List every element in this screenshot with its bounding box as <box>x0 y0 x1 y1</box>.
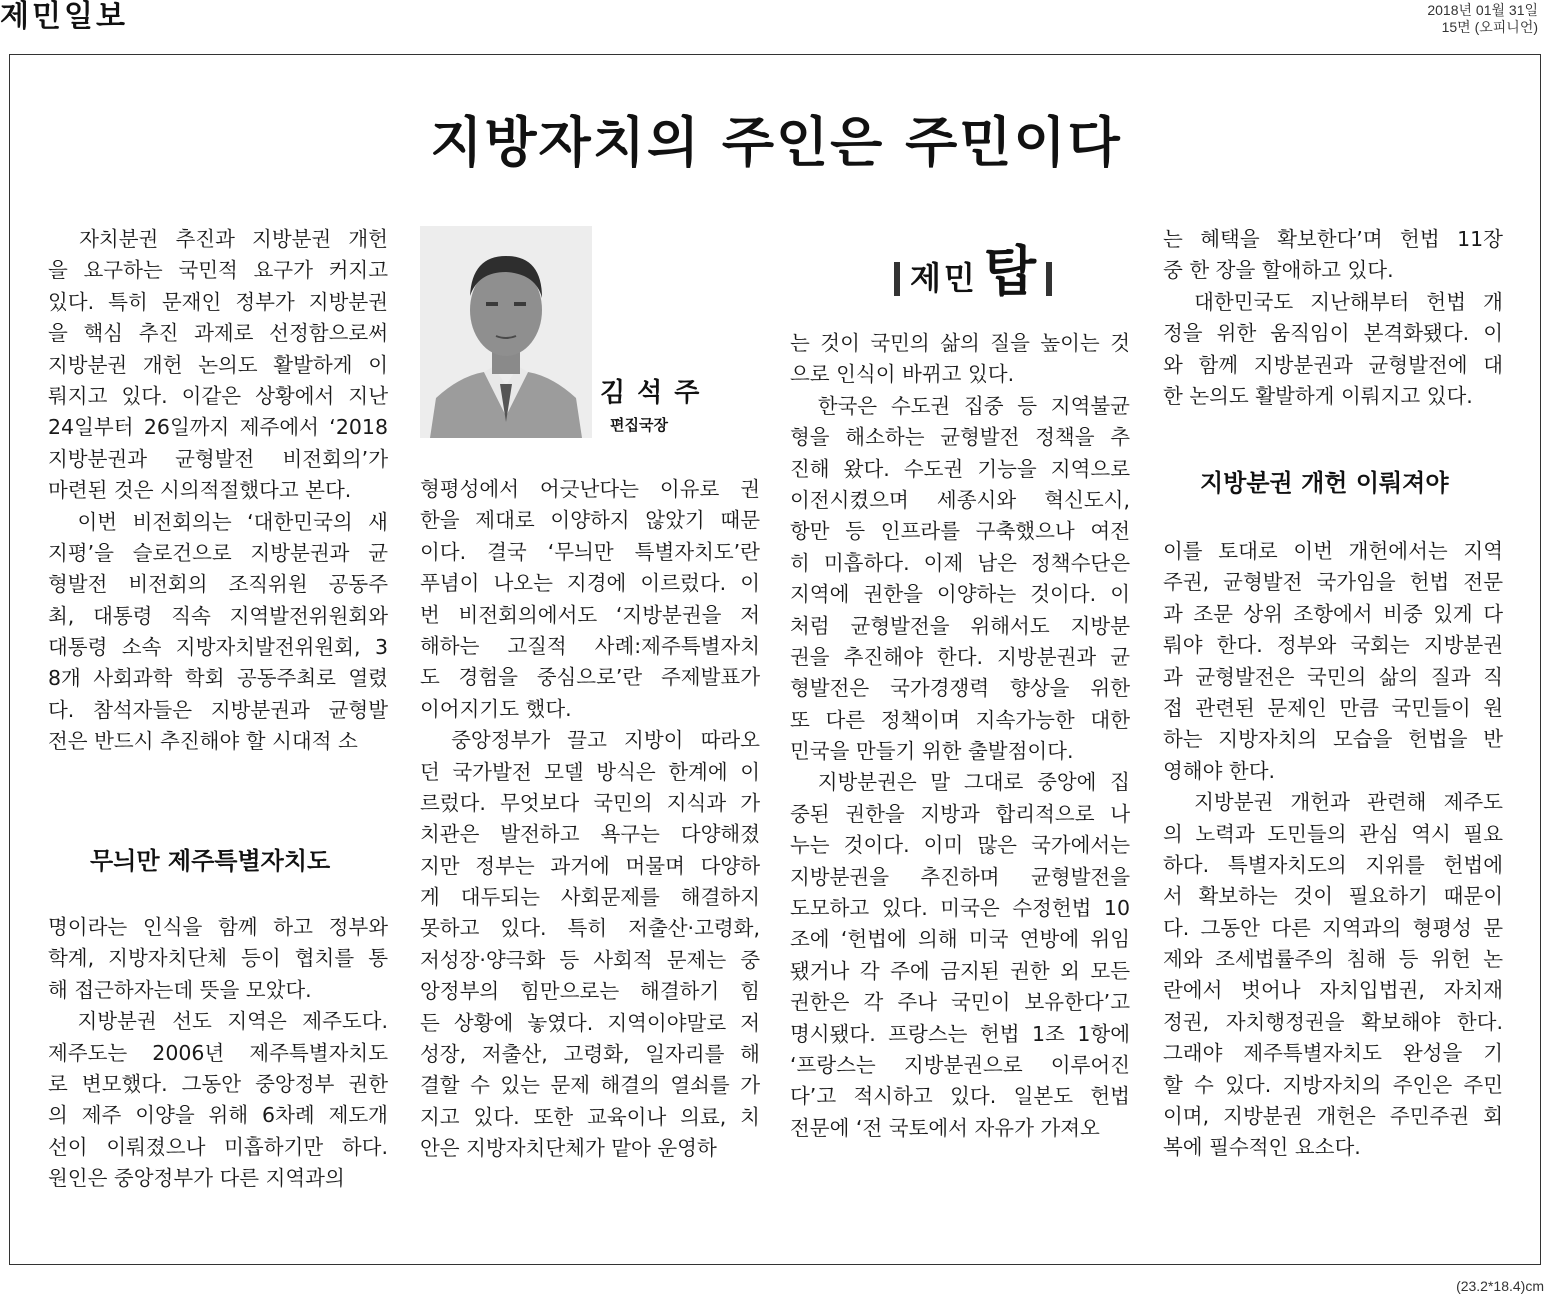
text-line: 치관은 발전하고 욕구는 다양해졌 <box>420 822 760 847</box>
text-line: 결할 수 있는 문제 해결의 열쇠를 가 <box>420 1073 760 1098</box>
author-name: 김석주 <box>600 378 712 408</box>
text-line: 앙정부의 힘만으로는 해결하기 힘 <box>420 979 760 1004</box>
text-line: 지방분권 선도 지역은 제주도다. <box>48 1009 388 1034</box>
text-line: 조에 ‘헌법에 의해 미국 연방에 위임 <box>790 927 1130 952</box>
text-line: 다’고 적시하고 있다. 일본도 헌법 <box>790 1084 1130 1109</box>
text-line: 영해야 한다. <box>1163 758 1276 783</box>
column-1-bottom <box>48 912 388 1195</box>
text-line: 정을 위한 움직임이 본격화됐다. 이 <box>1163 321 1503 346</box>
text-line: 이며, 지방분권 개헌은 주민주권 회 <box>1163 1104 1503 1129</box>
text-line: 뤄지고 있다. 이같은 상황에서 지난 <box>48 383 388 408</box>
text-line: 권한은 각 주나 국민이 보유한다’고 <box>790 990 1130 1015</box>
text-line: 중앙정부가 끌고 지방이 따라오 <box>420 728 760 753</box>
logo-right-bar <box>1046 262 1052 296</box>
text-line: 한국은 수도권 집중 등 지역불균 <box>790 393 1130 418</box>
text-line: 든 상황에 놓였다. 지역이야말로 저 <box>420 1010 760 1035</box>
text-line: 의 노력과 도민들의 관심 역시 필요 <box>1163 821 1503 846</box>
text-line: 복에 필수적인 요소다. <box>1163 1135 1361 1160</box>
text-line: 저성장·양극화 등 사회적 문제는 중 <box>420 947 760 972</box>
text-line: 지방분권과 균형발전 비전회의’가 <box>48 446 388 471</box>
text-line: 지방분권을 추진하며 균형발전을 <box>790 864 1130 889</box>
text-line: 한 논의도 활발하게 이뤄지고 있다. <box>1163 383 1473 408</box>
text-line: 이어지기도 했다. <box>420 696 572 721</box>
text-line: 명시됐다. 프랑스는 헌법 1조 1항에 <box>790 1021 1130 1046</box>
text-line: 마련된 것은 시의적절했다고 본다. <box>48 478 352 503</box>
text-line: 정권, 자치행정권을 확보해야 한다. <box>1163 1009 1503 1034</box>
text-line: 주권, 균형발전 국가임을 헌법 전문 <box>1163 570 1503 595</box>
text-line: 중 한 장을 할애하고 있다. <box>1163 258 1394 283</box>
text-line: 제주도는 2006년 제주특별자치도 <box>48 1040 388 1065</box>
text-line: 지역에 권한을 이양하는 것이다. 이 <box>790 582 1130 607</box>
text-line: 하다. 특별자치도의 지위를 헌법에 <box>1163 852 1503 877</box>
text-line: 푸념이 나오는 지경에 이르렀다. 이 <box>420 571 760 596</box>
text-line: 지방분권 개헌과 관련해 제주도 <box>1163 790 1503 815</box>
text-line: 이번 비전회의는 ‘대한민국의 새 <box>48 509 388 534</box>
text-line: 뤄야 한다. 정부와 국회는 지방분권 <box>1163 633 1503 658</box>
text-line: 한을 제대로 이양하지 않았기 때문 <box>420 508 760 533</box>
text-line: 하는 지방자치의 모습을 헌법을 반 <box>1163 727 1503 752</box>
text-line: 선이 이뤄졌으나 미흡하기만 하다. <box>48 1134 388 1159</box>
text-line: 와 함께 지방분권과 균형발전에 대 <box>1163 352 1503 377</box>
text-line: 도 경험을 중심으로’란 주제발표가 <box>420 665 760 690</box>
subhead-2: 지방분권 개헌 이뤄져야 <box>1200 469 1449 497</box>
text-line: 명이라는 인식을 함께 하고 정부와 <box>48 915 388 939</box>
text-line: 이전시켰으며 세종시와 혁신도시, <box>790 487 1130 512</box>
column-4-top <box>1163 224 1503 412</box>
text-line: 번 비전회의에서도 ‘지방분권을 저 <box>420 602 760 627</box>
text-line: 있다. 특히 문재인 정부가 지방분권 <box>48 289 388 314</box>
text-line: 성장, 저출산, 고령화, 일자리를 해 <box>420 1042 760 1067</box>
text-line: 의 제주 이양을 위해 6차례 제도개 <box>48 1103 388 1128</box>
text-line: 항만 등 인프라를 구축했으나 여전 <box>790 519 1130 544</box>
text-line: 지평’을 슬로건으로 지방분권과 균 <box>48 540 388 565</box>
text-line: 민국을 만들기 위한 출발점이다. <box>790 739 1074 764</box>
text-line: 히 미흡하다. 이제 남은 정책수단은 <box>790 550 1130 575</box>
text-line: 자치분권 추진과 지방분권 개헌 <box>48 227 388 251</box>
text-line: 누는 것이다. 이미 많은 국가에서는 <box>790 833 1130 858</box>
text-line: 대통령 소속 지방자치발전위원회, 3 <box>48 635 388 660</box>
author-portrait-image <box>420 226 592 438</box>
text-line: 지방분권 개헌 논의도 활발하게 이 <box>48 352 388 377</box>
text-line: 이를 토대로 이번 개헌에서는 지역 <box>1163 539 1503 563</box>
logo-left-bar <box>894 262 900 296</box>
column-1-top <box>48 224 388 758</box>
text-line: 과 조문 상위 조항에서 비중 있게 다 <box>1163 601 1503 626</box>
text-line: 처럼 균형발전을 위해서도 지방분 <box>790 613 1130 638</box>
text-line: 서 확보하는 것이 필요하기 때문이 <box>1163 884 1503 909</box>
text-line: 해 접근하자는데 뜻을 모았다. <box>48 977 312 1002</box>
text-line: 진해 왔다. 수도권 기능을 지역으로 <box>790 456 1130 481</box>
text-line: 학계, 지방자치단체 등이 협치를 통 <box>48 946 388 971</box>
text-line: 로 변모했다. 그동안 중앙정부 권한 <box>48 1071 388 1096</box>
text-line: 형평성에서 어긋난다는 이유로 권 <box>420 477 760 501</box>
text-line: 는 혜택을 확보한다’며 헌법 11장 <box>1163 227 1503 251</box>
text-line: 최, 대통령 직속 지역발전위원회와 <box>48 603 388 628</box>
text-line: 지고 있다. 또한 교육이나 의료, 치 <box>420 1104 760 1129</box>
text-line: 으로 인식이 바뀌고 있다. <box>790 362 1015 387</box>
text-line: 을 요구하는 국민적 요구가 커지고 <box>48 258 388 283</box>
text-line: 안은 지방자치단체가 맡아 운영하 <box>420 1136 717 1161</box>
text-line: 던 국가발전 모델 방식은 한계에 이 <box>420 759 760 784</box>
text-line: 다. 그동안 다른 지역과의 형평성 문 <box>1163 915 1503 940</box>
text-line: 못하고 있다. 특히 저출산·고령화, <box>420 916 760 941</box>
text-line: 제와 조세법률주의 침해 등 위헌 논 <box>1163 947 1503 972</box>
text-line: 과 균형발전은 국민의 삶의 질과 직 <box>1163 664 1503 689</box>
author-photo <box>420 226 592 438</box>
text-line: 지만 정부는 과거에 머물며 다양하 <box>420 853 760 878</box>
author-title: 편집국장 <box>610 416 668 434</box>
article-headline: 지방자치의 주인은 주민이다 <box>430 111 1122 174</box>
text-line: 이다. 결국 ‘무늬만 특별자치도’란 <box>420 539 760 564</box>
text-line: 할 수 있다. 지방자치의 주인은 주민 <box>1163 1072 1503 1097</box>
text-line: 다. 참석자들은 지방분권과 균형발 <box>48 697 388 722</box>
text-line: 됐거나 각 주에 금지된 권한 외 모든 <box>790 958 1130 983</box>
text-line: 원인은 중앙정부가 다른 지역과의 <box>48 1166 345 1191</box>
text-line: 도모하고 있다. 미국은 수정헌법 10 <box>790 896 1130 921</box>
issue-date: 2018년 01월 31일 <box>1427 2 1538 18</box>
text-line: 란에서 벗어나 자치입법권, 자치재 <box>1163 978 1503 1003</box>
column-3 <box>790 328 1130 1144</box>
text-line: 형발전 비전회의 조직위원 공동주 <box>48 572 388 597</box>
text-line: 8개 사회과학 학회 공동주최로 열렸 <box>48 666 388 691</box>
text-line: 권을 추진해야 한다. 지방분권과 균 <box>790 644 1130 669</box>
text-line: 24일부터 26일까지 제주에서 ‘2018 <box>48 415 388 440</box>
text-line: 형을 해소하는 균형발전 정책을 추 <box>790 425 1130 450</box>
text-line: 중된 권한을 지방과 합리적으로 나 <box>790 801 1130 826</box>
text-line: 형발전은 국가경쟁력 향상을 위한 <box>790 676 1130 701</box>
column-4-bottom <box>1163 536 1503 1164</box>
issue-page: 15면 (오피니언) <box>1441 19 1538 35</box>
issue-meta <box>1427 2 1538 36</box>
text-line: 지방분권은 말 그대로 중앙에 집 <box>790 770 1130 795</box>
logo-big-text: 탑 <box>983 240 1036 303</box>
text-line: 전문에 ‘전 국토에서 자유가 가져오 <box>790 1115 1100 1140</box>
text-line: ‘프랑스는 지방분권으로 이루어진 <box>790 1052 1130 1077</box>
text-line: 을 핵심 추진 과제로 선정함으로써 <box>48 321 388 346</box>
subhead-1: 무늬만 제주특별자치도 <box>90 847 331 875</box>
text-line: 게 대두되는 사회문제를 해결하지 <box>420 885 760 910</box>
text-line: 르렀다. 무엇보다 국민의 지식과 가 <box>420 790 760 815</box>
text-line: 전은 반드시 추진해야 할 시대적 소 <box>48 729 358 754</box>
text-line: 또 다른 정책이며 지속가능한 대한 <box>790 707 1130 732</box>
text-line: 대한민국도 지난해부터 헌법 개 <box>1163 289 1503 314</box>
text-line: 해하는 고질적 사례:제주특별자치 <box>420 633 760 658</box>
text-line: 는 것이 국민의 삶의 질을 높이는 것 <box>790 331 1130 355</box>
text-line: 접 관련된 문제인 만큼 국민들이 원 <box>1163 695 1503 720</box>
size-note: (23.2*18.4)cm <box>1456 1278 1544 1294</box>
newspaper-masthead: 제민일보 <box>0 0 128 34</box>
column-logo <box>884 240 1062 302</box>
text-line: 그래야 제주특별자치도 완성을 기 <box>1163 1041 1503 1066</box>
column-2 <box>420 474 760 1165</box>
logo-small-text: 제민 <box>910 259 978 297</box>
